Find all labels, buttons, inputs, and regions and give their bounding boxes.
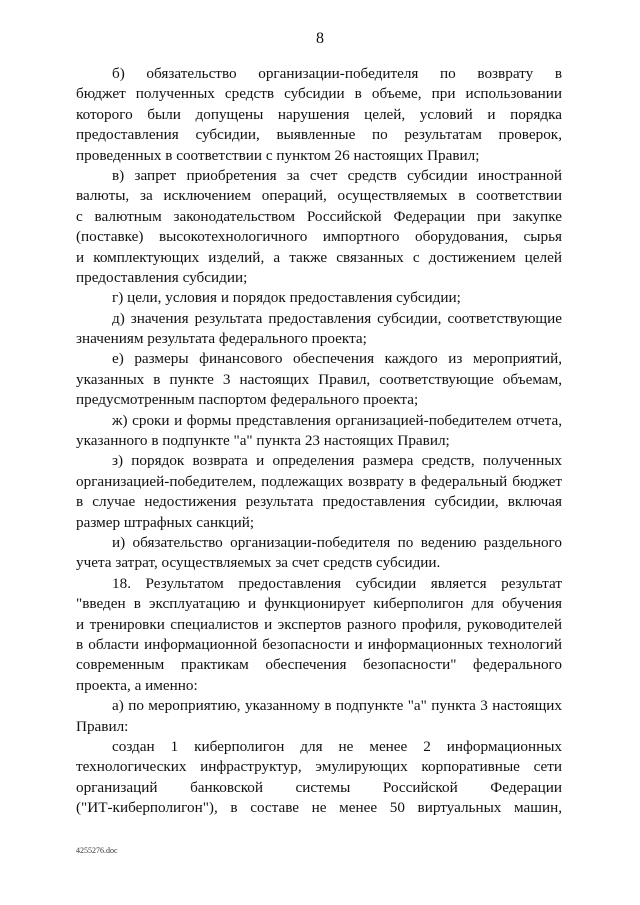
text-line: проекта, а именно: <box>76 676 198 694</box>
text-line: бюджет полученных средств субсидии в объеме, при использовании <box>76 85 562 103</box>
text-line: в) запрет приобретения за счет средств субсидии иностранной <box>112 166 562 184</box>
text-line: в области информационной безопасности и информационных технологий <box>76 635 562 653</box>
document-file-name: 4255276.doc <box>76 846 118 855</box>
text-line: указанных в пункте 3 настоящих Правил, соответствующие объемам, <box>76 370 562 388</box>
text-line: валюты, за исключением операций, осуществляемых в соответствии <box>76 187 562 205</box>
text-line: предусмотренным паспортом федерального проекта; <box>76 391 419 409</box>
text-line: размер штрафных санкций; <box>76 513 255 531</box>
text-line: (поставке) высокотехнологичного импортного оборудования, сырья <box>76 228 562 246</box>
text-line: и) обязательство организации-победителя по ведению раздельного <box>112 533 562 551</box>
text-line: "введен в эксплуатацию и функционирует киберполигон для обучения <box>76 595 562 613</box>
text-line: предоставления субсидии, выявленные по результатам проверок, <box>76 126 562 144</box>
text-line: д) значения результата предоставления субсидии, соответствующие <box>112 309 562 327</box>
text-line: г) цели, условия и порядок предоставления субсидии; <box>112 289 461 307</box>
text-line: з) порядок возврата и определения размера средств, полученных <box>112 452 562 470</box>
text-line: Правил: <box>76 717 129 735</box>
text-line: и комплектующих изделий, а также связанных с достижением целей <box>76 248 562 266</box>
text-line: предоставления субсидии; <box>76 268 248 286</box>
text-line: значениям результата федерального проекта; <box>76 330 367 348</box>
text-line: 18. Результатом предоставления субсидии является результат <box>112 574 562 592</box>
text-line: ("ИТ-киберполигон"), в составе не менее 50 виртуальных машин, <box>76 799 562 817</box>
page-number: 8 <box>316 30 324 47</box>
document-body <box>76 64 562 818</box>
text-line: и тренировки специалистов и экспертов разного профиля, руководителей <box>76 615 562 633</box>
text-line: организаций банковской системы Российской Федерации <box>76 778 562 796</box>
text-line: в случае недостижения результата предоставления субсидии, включая <box>76 493 562 511</box>
text-line: б) обязательство организации-победителя по возврату в <box>112 65 562 82</box>
text-line: учета затрат, осуществляемых за счет средств субсидии. <box>76 554 441 572</box>
text-line: указанного в подпункте "а" пункта 23 настоящих Правил; <box>76 432 450 450</box>
text-line: е) размеры финансового обеспечения каждого из мероприятий, <box>112 350 562 368</box>
text-line: а) по мероприятию, указанному в подпункте "а" пункта 3 настоящих <box>112 697 562 715</box>
text-line: организацией-победителем, подлежащих возврату в федеральный бюджет <box>76 472 562 490</box>
text-line: ж) сроки и формы представления организацией-победителем отчета, <box>112 411 562 429</box>
text-line: технологических инфраструктур, эмулирующих корпоративные сети <box>76 758 562 776</box>
text-line: современным практикам обеспечения безопасности" федерального <box>76 656 562 674</box>
text-line: проведенных в соответствии с пунктом 26 настоящих Правил; <box>76 146 480 164</box>
text-line: создан 1 киберполигон для не менее 2 информационных <box>112 737 562 755</box>
text-line: которого были допущены нарушения целей, условий и порядка <box>76 105 562 123</box>
text-line: с валютным законодательством Российской Федерации при закупке <box>76 207 562 225</box>
